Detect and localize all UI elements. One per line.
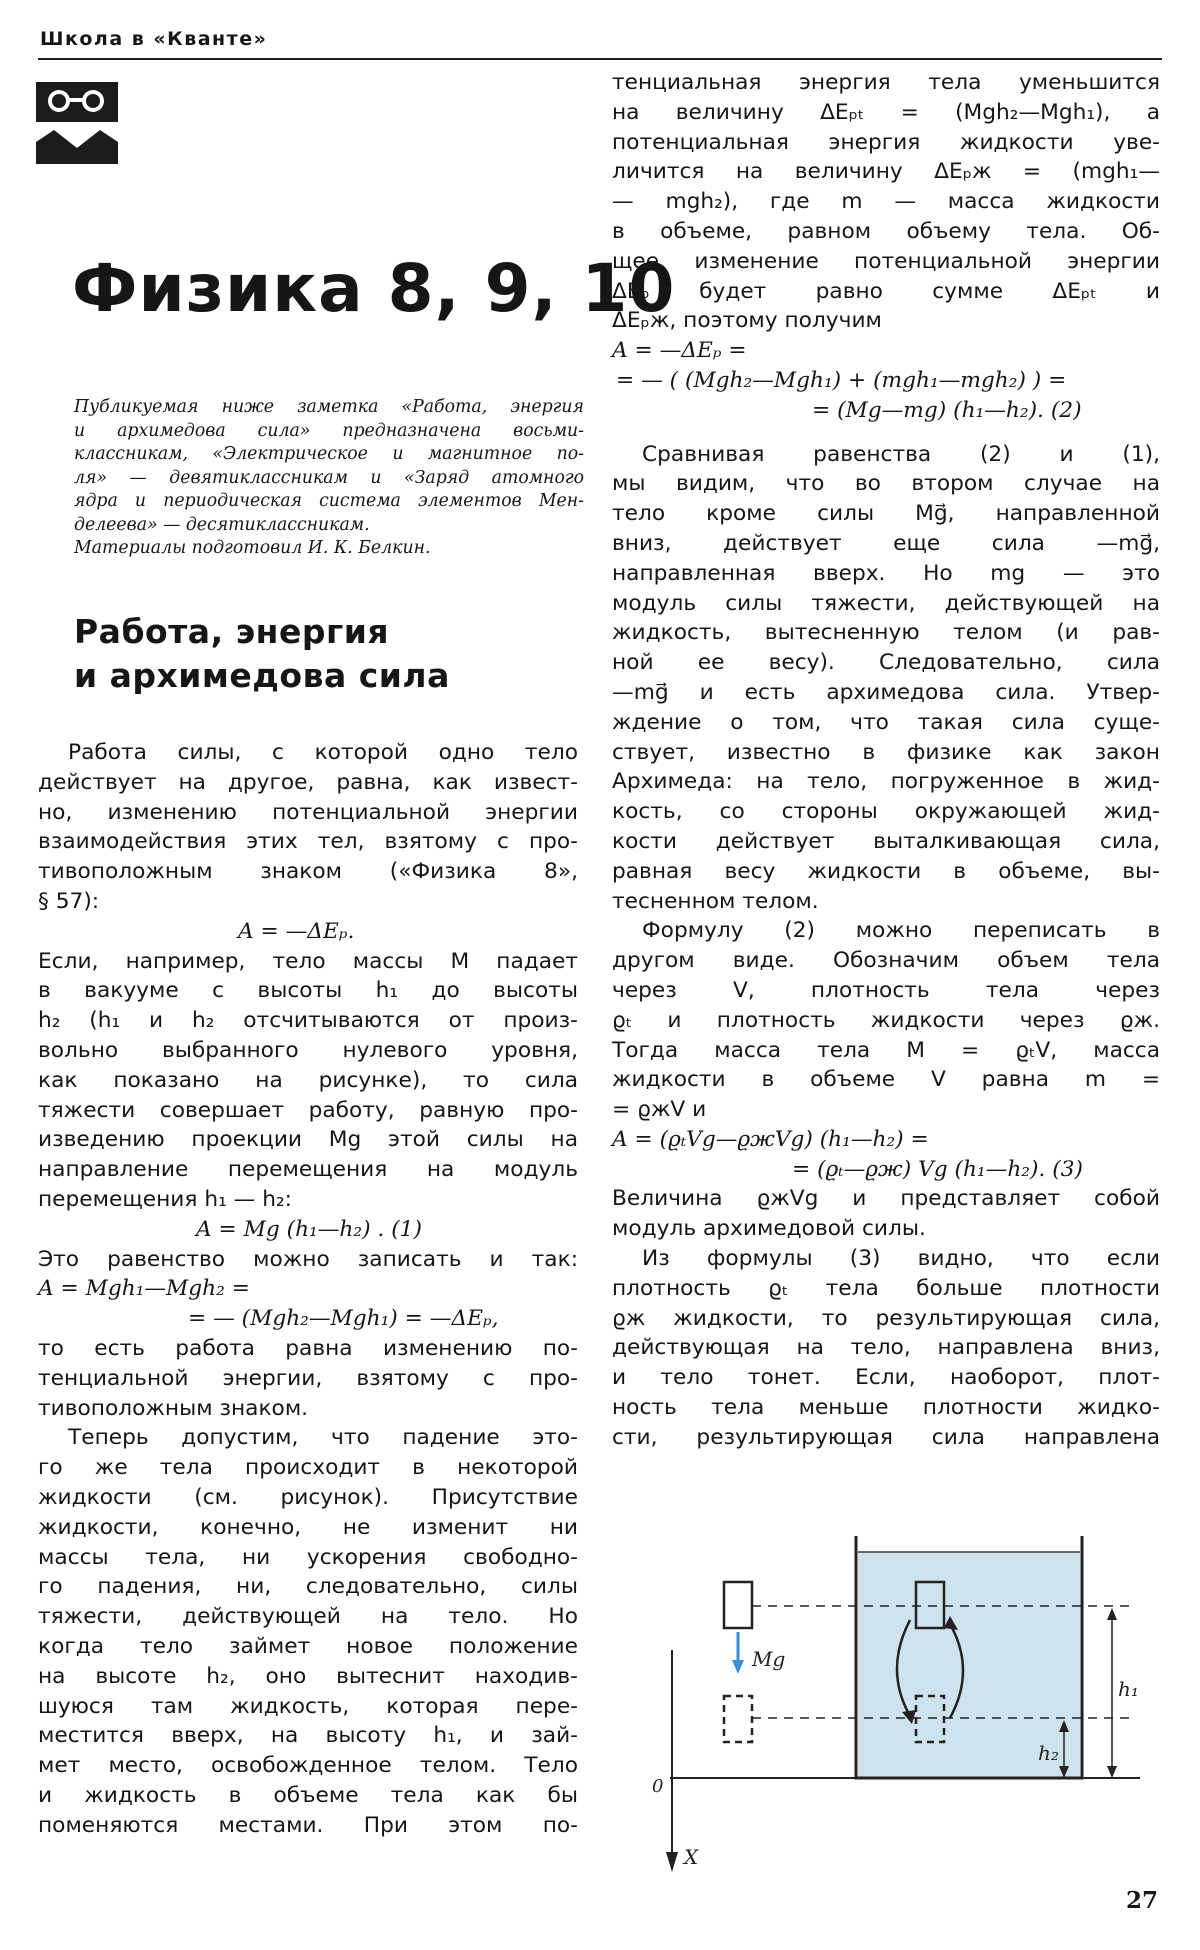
header-rule xyxy=(38,58,1162,60)
text-line: ной ее весу). Следовательно, сила xyxy=(612,650,1160,676)
intro-credit: Материалы подготовил И. К. Белкин. xyxy=(74,538,431,558)
text-line: = ϱжV и xyxy=(612,1097,707,1123)
text-line: другом виде. Обозначим объем тела xyxy=(612,948,1160,974)
text-line: жидкости в объеме V равна m = xyxy=(612,1067,1160,1093)
text-line: Тогда масса тела M = ϱₜV, масса xyxy=(612,1037,1160,1063)
equation-line: A = Mgh₁—Mgh₂ = xyxy=(38,1276,250,1302)
body-lower-air xyxy=(724,1696,752,1742)
school-logo-icon xyxy=(36,82,118,164)
text-line: Если, например, тело массы M падает xyxy=(38,948,578,974)
x-axis-arrow-icon xyxy=(666,1852,678,1872)
equation-line: = — ( (Mgh₂—Mgh₁) + (mgh₁—mgh₂) ) = xyxy=(616,367,1067,393)
equation-line: A = Mg (h₁—h₂) . (1) xyxy=(196,1216,422,1242)
text-line: тело кроме силы Mg⃗, направленной xyxy=(612,501,1160,527)
text-line: ждение о том, что такая сила суще- xyxy=(612,709,1160,735)
text-line: Это равенство можно записать и так: xyxy=(38,1246,578,1272)
h1-arrow-bottom-icon xyxy=(1107,1766,1117,1778)
text-line: изведению проекции Mg этой силы на xyxy=(38,1127,578,1153)
text-line: в вакууме с высоты h₁ до высоты xyxy=(38,978,578,1004)
text-line: ΔEₚж, поэтому получим xyxy=(612,308,882,334)
body-column-left xyxy=(38,738,578,1840)
text-line: шуюся там жидкость, которая пере- xyxy=(38,1693,578,1719)
text-line: ϱₜ и плотность жидкости через ϱж. xyxy=(612,1007,1160,1033)
text-line: щее изменение потенциальной энергии xyxy=(612,248,1160,274)
text-line: тяжести, действующей на тело. Но xyxy=(38,1604,578,1630)
text-line: действует на другое, равна, как извест- xyxy=(38,769,578,795)
text-line: модуль архимедовой силы. xyxy=(612,1216,926,1242)
text-line: жидкости, конечно, не изменит ни xyxy=(38,1514,578,1540)
text-line: перемещения h₁ — h₂: xyxy=(38,1186,292,1212)
running-head: Школа в «Кванте» xyxy=(40,28,268,50)
text-line: личится на величину ΔEₚж = (mgh₁— xyxy=(612,159,1160,185)
force-label: Mg xyxy=(752,1647,786,1671)
text-line: — mgh₂), где m — масса жидкости xyxy=(612,189,1160,215)
intro-line: ля» — девятиклассникам и «Заряд атомного xyxy=(74,467,584,488)
archimedes-diagram xyxy=(640,1520,1160,1880)
text-line: кость, со стороны окружающей жид- xyxy=(612,799,1160,825)
intro-line: и архимедова сила» предназначена восьми- xyxy=(74,420,584,441)
text-line: жидкость, вытесненную телом (и рав- xyxy=(612,620,1160,646)
intro-line: ядра и периодическая система элементов Мен- xyxy=(74,491,584,511)
text-line: как показано на рисунке), то сила xyxy=(38,1067,578,1093)
intro-note xyxy=(74,396,584,561)
text-line: Работа силы, с которой одно тело xyxy=(68,740,578,765)
text-line: местится вверх, на высоту h₁, и зай- xyxy=(38,1723,578,1749)
text-line: тивоположным знаком. xyxy=(38,1395,309,1421)
text-line: взаимодействия этих тел, взятому с про- xyxy=(38,829,578,855)
text-line: вниз, действует еще сила —mg⃗, xyxy=(612,530,1160,556)
text-line: h₂ (h₁ и h₂ отсчитываются от произ- xyxy=(38,1008,578,1034)
page-number: 27 xyxy=(1126,1887,1159,1914)
text-line: массы тела, ни ускорения свободно- xyxy=(38,1544,578,1570)
text-line: § 57): xyxy=(38,888,100,914)
text-line: тесненном телом. xyxy=(612,888,819,914)
text-line: тенциальной энергии, взятому с про- xyxy=(38,1365,578,1391)
h2-label: h₂ xyxy=(1038,1741,1059,1765)
section-title-line-1: Работа, энергия xyxy=(74,612,390,651)
text-line: и жидкость в объеме тела как бы xyxy=(38,1782,578,1808)
section-title-line-2: и архимедова сила xyxy=(74,656,450,695)
text-line: жидкости (см. рисунок). Присутствие xyxy=(38,1484,578,1510)
text-line: на высоте h₂, оно вытеснит находив- xyxy=(38,1663,578,1689)
text-line: ность тела меньше плотности жидко- xyxy=(612,1395,1160,1421)
equation-line: = (ϱₜ—ϱж) Vg (h₁—h₂). (3) xyxy=(792,1156,1083,1182)
text-line: Сравнивая равенства (2) и (1), xyxy=(642,441,1160,467)
text-line: Из формулы (3) видно, что если xyxy=(642,1246,1160,1272)
text-line: —mg⃗ и есть архимедова сила. Утвер- xyxy=(612,679,1160,705)
page-title: Физика 8, 9, 10 xyxy=(72,250,676,327)
intro-line: Публикуемая ниже заметка «Работа, энергия xyxy=(74,397,584,417)
text-line: когда тело займет новое положение xyxy=(38,1633,578,1659)
h1-label: h₁ xyxy=(1118,1677,1139,1701)
text-line: Величина ϱжVg и представляет собой xyxy=(612,1186,1160,1212)
intro-line: делеева» — десятиклассникам. xyxy=(74,514,370,535)
text-line: но, изменению потенциальной энергии xyxy=(38,799,578,825)
body-upper-air xyxy=(724,1582,752,1628)
text-line: тенциальная энергия тела уменьшится xyxy=(612,70,1160,95)
text-line: тивоположным знаком («Физика 8», xyxy=(38,859,578,885)
gravity-arrowhead-icon xyxy=(732,1660,744,1674)
text-line: ΔEₚ будет равно сумме ΔEₚₜ и xyxy=(612,278,1160,304)
text-line: направление перемещения на модуль xyxy=(38,1157,578,1183)
text-line: Теперь допустим, что падение это- xyxy=(68,1425,578,1451)
section-title xyxy=(74,610,450,698)
text-line: то есть работа равна изменению по- xyxy=(38,1335,578,1361)
text-line: Формулу (2) можно переписать в xyxy=(642,918,1160,944)
axis-label: X xyxy=(684,1845,699,1869)
text-line: мет место, освобожденное телом. Тело xyxy=(38,1753,578,1779)
text-line: сти, результирующая сила направлена xyxy=(612,1424,1160,1450)
text-line: тяжести совершает работу, равную про- xyxy=(38,1097,578,1123)
text-line: и тело тонет. Если, наоборот, плот- xyxy=(612,1365,1160,1391)
equation-line: = — (Mgh₂—Mgh₁) = —ΔEₚ, xyxy=(188,1306,499,1332)
text-line: на величину ΔEₚₜ = (Mgh₂—Mgh₁), а xyxy=(612,99,1160,125)
text-line: ствует, известно в физике как закон xyxy=(612,739,1160,765)
text-line: потенциальная энергия жидкости уве- xyxy=(612,129,1160,155)
zero-label: 0 xyxy=(652,1776,664,1797)
text-line: ϱж жидкости, то результирующая сила, xyxy=(612,1305,1160,1331)
text-line: кости действует выталкивающая сила, xyxy=(612,828,1160,854)
text-line: действующая на тело, направлена вниз, xyxy=(612,1335,1160,1361)
body-column-right xyxy=(612,68,1160,1453)
text-line: го падения, ни, следовательно, силы xyxy=(38,1574,578,1600)
text-line: в объеме, равном объему тела. Об- xyxy=(612,218,1160,244)
text-line: модуль силы тяжести, действующей на xyxy=(612,590,1160,616)
text-line: Архимеда: на тело, погруженное в жид- xyxy=(612,769,1160,795)
equation-line: A = —ΔEₚ. xyxy=(238,918,355,944)
text-line: го же тела происходит в некоторой xyxy=(38,1455,578,1481)
equation-line: A = (ϱₜVg—ϱжVg) (h₁—h₂) = xyxy=(612,1126,929,1152)
text-line: плотность ϱₜ тела больше плотности xyxy=(612,1275,1160,1301)
paragraph-gap xyxy=(612,426,1160,440)
text-line: равная весу жидкости в объеме, вы- xyxy=(612,858,1160,884)
equation-line: A = —ΔEₚ = xyxy=(612,338,747,364)
text-line: мы видим, что во втором случае на xyxy=(612,471,1160,497)
text-line: направленная вверх. Но mg — это xyxy=(612,560,1160,586)
h1-arrow-top-icon xyxy=(1107,1608,1117,1620)
intro-line: классникам, «Электрическое и магнитное по- xyxy=(74,444,584,464)
text-line: вольно выбранного нулевого уровня, xyxy=(38,1037,578,1063)
text-line: через V, плотность тела через xyxy=(612,977,1160,1003)
text-line: поменяются местами. При этом по- xyxy=(38,1812,578,1838)
equation-line: = (Mg—mg) (h₁—h₂). (2) xyxy=(812,397,1082,423)
